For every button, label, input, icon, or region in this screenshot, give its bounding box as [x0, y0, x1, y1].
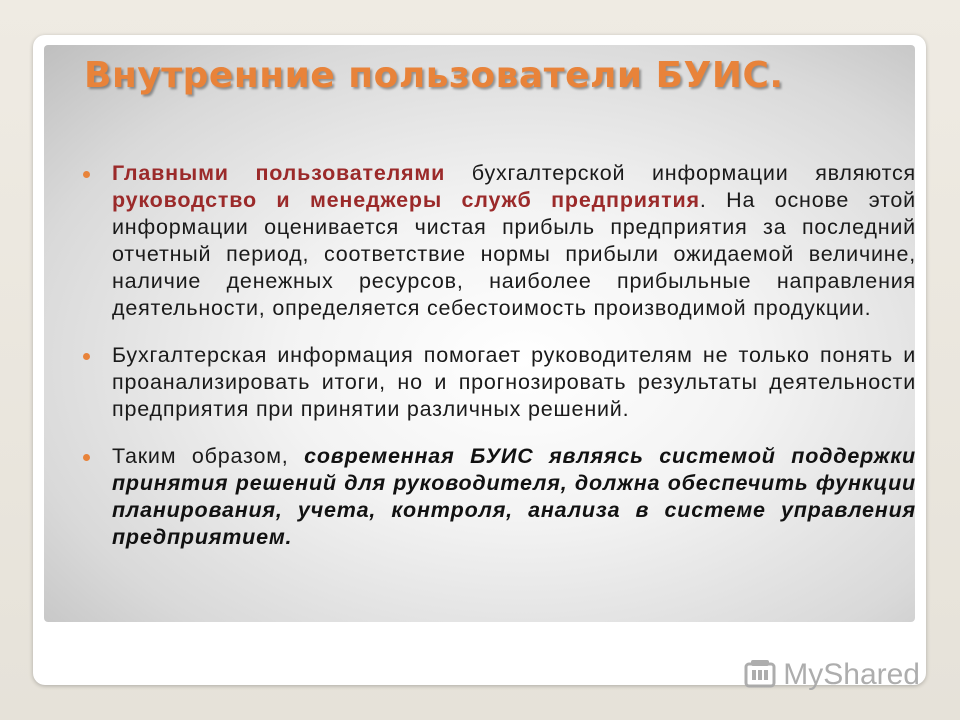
bullet-1-text: бухгалтерской информации являются	[445, 161, 916, 185]
bullet-item	[78, 342, 916, 423]
bullet-item	[78, 160, 916, 322]
bullet-item	[78, 443, 916, 551]
bullet-1-text-rest: . На основе этой информации оценивается чистая прибыль предприятия за последний отчетный период, соответствие нормы прибыли ожидаемой величине, наличие денежных ресурсов, наиболее прибыльные направления деятельности, определяется себестоимость производимой продукции.	[112, 188, 916, 320]
bullet-2-text: Бухгалтерская информация помогает руководителям не только понять и проанализировать итоги, но и прогнозировать результаты деятельности предприятия при принятии различных решений.	[112, 343, 916, 421]
bullet-1-emphasis-management: руководство и менеджеры служб предприятия	[112, 188, 700, 212]
bullet-3-emphasis: современная БУИС являясь системой поддержки принятия решений для руководителя, должна обеспечить функции планирования, учета, контроля, анализа в системе управления предприятием.	[112, 444, 916, 549]
myshared-watermark	[743, 658, 920, 692]
bullet-list	[78, 160, 916, 551]
watermark-text: MyShared	[783, 658, 920, 691]
bullet-3-text: Таким образом,	[112, 444, 305, 468]
bullet-1-emphasis-users: Главными пользователями	[112, 161, 446, 185]
slide-title: Внутренние пользователи БУИС.	[84, 55, 784, 96]
bullet-dot-icon	[83, 353, 90, 360]
myshared-logo-icon	[743, 658, 777, 692]
bullet-dot-icon	[83, 454, 90, 461]
bullet-dot-icon	[83, 171, 90, 178]
